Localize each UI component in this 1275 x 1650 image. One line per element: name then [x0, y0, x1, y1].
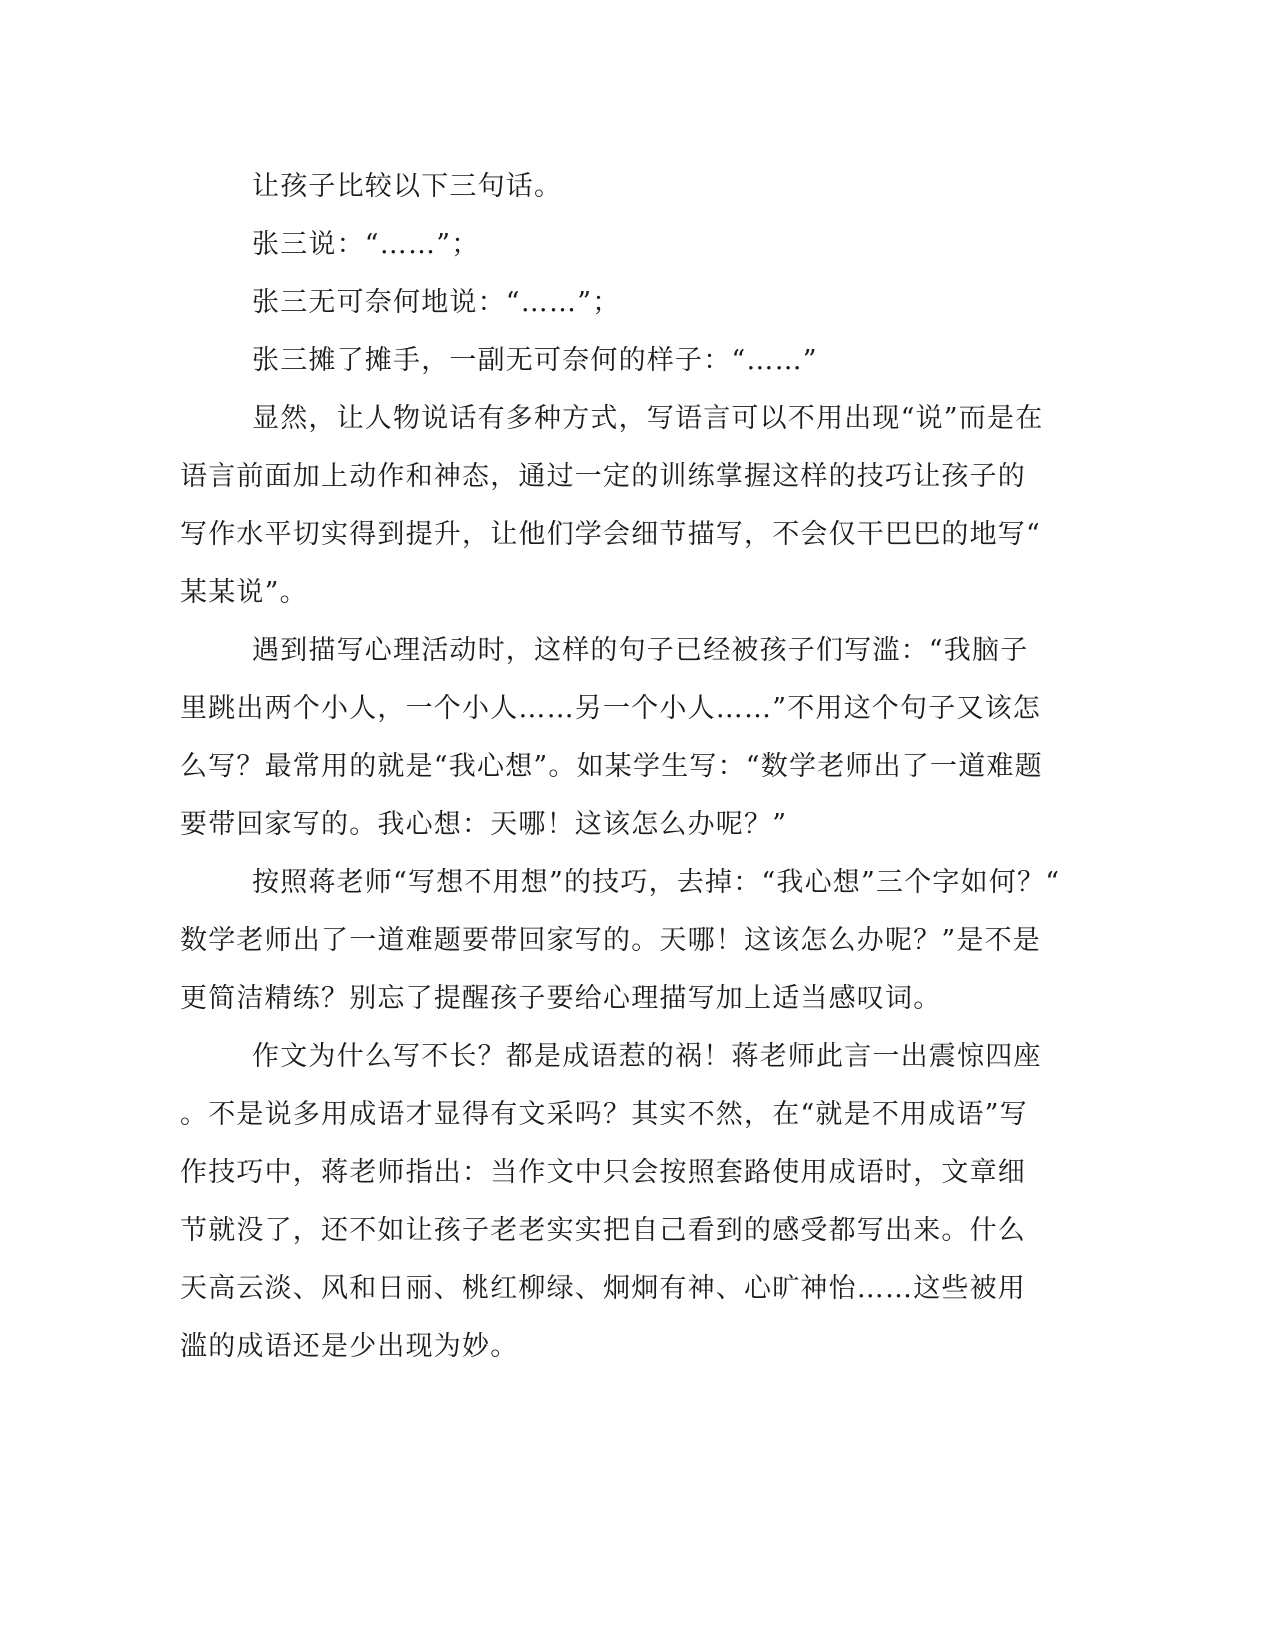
paragraph-line: 张三无可奈何地说：“……”；: [252, 287, 621, 318]
paragraph-line: 更简洁精练？别忘了提醒孩子要给心理描写加上适当感叹词。: [180, 983, 942, 1014]
paragraph-line: 作技巧中，蒋老师指出：当作文中只会按照套路使用成语时，文章细: [180, 1157, 1026, 1188]
body-text: [180, 158, 1061, 1376]
paragraph-line: 写作水平切实得到提升，让他们学会细节描写，不会仅干巴巴的地写“: [180, 519, 1042, 550]
paragraph-line: 节就没了，还不如让孩子老老实实把自己看到的感受都写出来。什么: [180, 1215, 1026, 1246]
paragraph-line: 显然，让人物说话有多种方式，写语言可以不用出现“说”而是在: [252, 403, 1044, 434]
paragraph-line: 数学老师出了一道难题要带回家写的。天哪！这该怎么办呢？”是不是: [180, 925, 1042, 956]
paragraph-line: 让孩子比较以下三句话。: [252, 171, 563, 202]
paragraph-line: 按照蒋老师“写想不用想”的技巧，去掉：“我心想”三个字如何？“: [252, 867, 1061, 898]
paragraph-line: 要带回家写的。我心想：天哪！这该怎么办呢？”: [180, 809, 788, 840]
paragraph-line: 天高云淡、风和日丽、桃红柳绿、炯炯有神、心旷神怡……这些被用: [180, 1273, 1026, 1304]
paragraph-line: 么写？最常用的就是“我心想”。如某学生写：“数学老师出了一道难题: [180, 751, 1043, 782]
paragraph-line: 作文为什么写不长？都是成语惹的祸！蒋老师此言一出震惊四座: [252, 1041, 1042, 1072]
paragraph-line: 语言前面加上动作和神态，通过一定的训练掌握这样的技巧让孩子的: [180, 461, 1026, 492]
paragraph-line: 张三摊了摊手，一副无可奈何的样子：“……”: [252, 345, 818, 376]
paragraph-line: 张三说：“……”；: [252, 229, 480, 260]
paragraph-line: 。不是说多用成语才显得有文采吗？其实不然，在“就是不用成语”写: [180, 1099, 1028, 1130]
paragraph-line: 里跳出两个小人，一个小人……另一个小人……”不用这个句子又该怎: [180, 693, 1042, 724]
paragraph-line: 某某说”。: [180, 577, 308, 608]
paragraph-line: 遇到描写心理活动时，这样的句子已经被孩子们写滥：“我脑子: [252, 635, 1029, 666]
paragraph-line: 滥的成语还是少出现为妙。: [180, 1331, 519, 1362]
